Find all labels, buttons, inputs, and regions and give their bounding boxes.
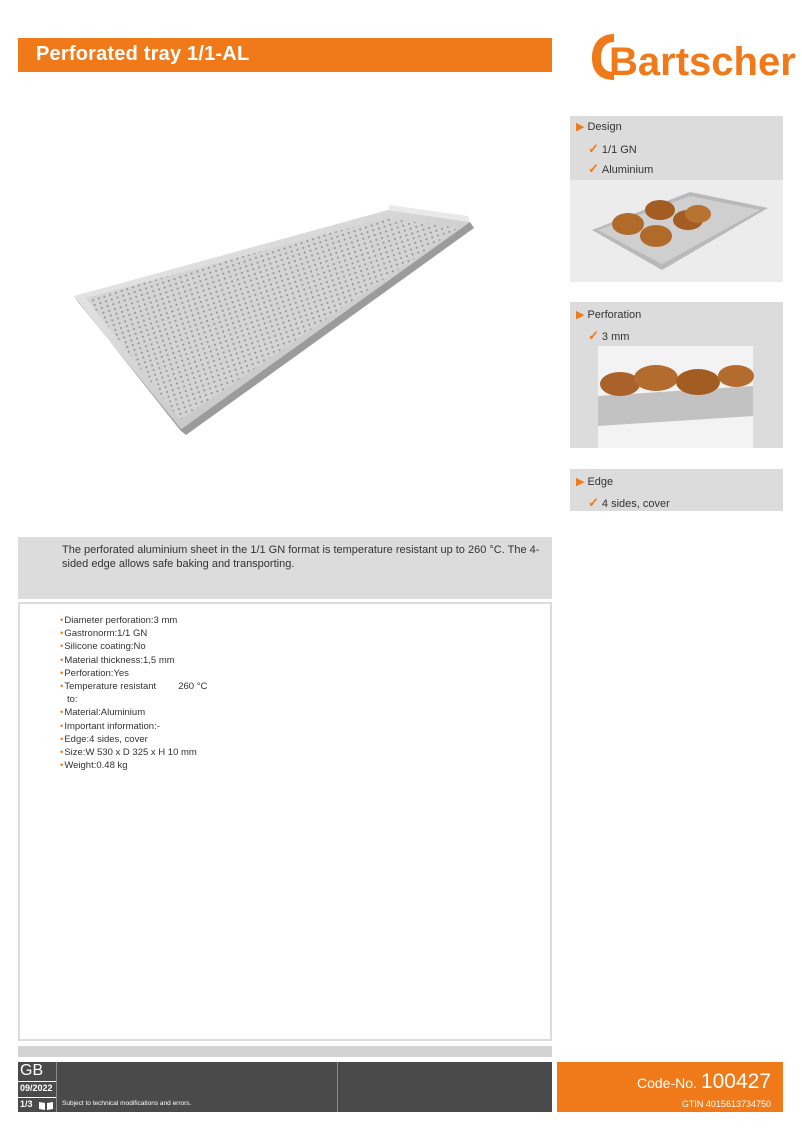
bartscher-logo [588,28,796,84]
perforation-detail-panel [570,346,783,448]
tray-with-rolls-image [570,180,783,282]
page-title: Perforated tray 1/1-AL [36,43,250,65]
spec-item: •Material thickness:1,5 mm [60,654,175,666]
footer-code-panel [557,1062,783,1112]
spec-item: •Gastronorm:1/1 GN [60,628,148,640]
divider [18,1081,56,1082]
book-icon [38,1101,54,1110]
brand-text: Bartscher [609,40,796,84]
title-bar [18,38,552,72]
spec-item: •Important information:- [60,720,160,732]
code-number: Code-No. 100427 [637,1070,771,1093]
specifications-list [60,614,207,772]
feature-perforation-item: ✓ 3 mm [588,328,630,343]
gtin-number: GTIN 4015613734750 [681,1099,771,1109]
triangle-icon: ▶ [576,309,585,321]
spec-item: •Diameter perforation:3 mm [60,615,178,626]
feature-edge-panel [570,469,783,511]
check-icon: ✓ [588,328,599,343]
spec-item: •Silicone coating:No [60,641,146,653]
specifications-panel [18,602,552,1041]
triangle-icon: ▶ [576,476,585,488]
page-count: 1/3 [20,1099,33,1109]
divider [337,1062,338,1112]
revision-date: 09/2022 [20,1083,53,1093]
triangle-icon: ▶ [576,121,585,133]
disclaimer-text: Subject to technical modifications and errors. [62,1100,192,1107]
description-text: The perforated aluminium sheet in the 1/1 GN format is temperature resistant up to 260 °C. The 4-sided edge allows safe baking and transporting. [62,544,540,570]
feature-edge-item: ✓ 4 sides, cover [588,495,670,510]
spec-item: •Temperature resistant 260 °C [60,681,208,693]
feature-perforation-heading: ▶ Perforation [576,309,642,321]
spec-item: •Weight:0.48 kg [60,760,128,772]
check-icon: ✓ [588,161,599,176]
feature-design-item: ✓ 1/1 GN [588,141,637,156]
spec-item-continued: to: [67,694,78,706]
footer-divider-strip [18,1046,552,1057]
footer-info-bar [18,1062,552,1112]
check-icon: ✓ [588,141,599,156]
check-icon: ✓ [588,495,599,510]
feature-design-panel [570,116,783,180]
spec-item: •Perforation:Yes [60,667,129,679]
divider [56,1062,57,1112]
feature-edge-heading: ▶ Edge [576,476,614,488]
feature-perforation-panel [570,302,783,346]
description-panel [18,537,552,599]
rolls-on-tray-image [598,346,753,448]
language-code: GB [20,1062,44,1079]
divider [18,1097,56,1098]
spec-item: •Material:Aluminium [60,707,146,719]
tray-product-image [70,200,510,440]
spec-item: •Edge:4 sides, cover [60,733,148,745]
feature-design-heading: ▶ Design [576,121,622,133]
feature-design-item: ✓ Aluminium [588,161,654,176]
spec-item: •Size:W 530 x D 325 x H 10 mm [60,747,197,759]
